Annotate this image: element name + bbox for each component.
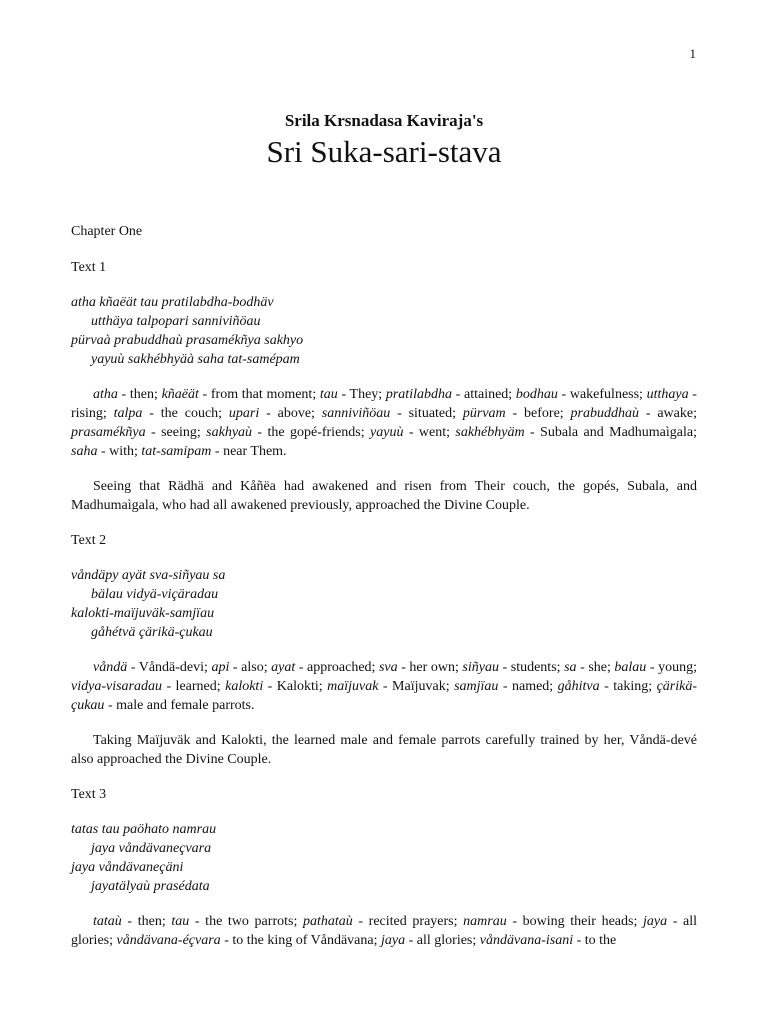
- verse: [71, 566, 697, 642]
- synonym-term: pürvam: [462, 406, 506, 421]
- synonym-term: çärikä-çukau: [71, 679, 698, 713]
- synonym-meaning: - the two parrots;: [189, 914, 303, 929]
- synonym-meaning: - the gopé-friends;: [252, 425, 371, 440]
- verse-line: våndäpy ayät sva-siñyau sa: [71, 568, 226, 583]
- synonym-meaning: - taking;: [599, 679, 657, 694]
- verse-line: gåhétvä çärikä-çukau: [91, 625, 213, 640]
- document-title: Sri Suka-sari-stava: [266, 134, 502, 169]
- synonym-term: saha: [71, 444, 98, 459]
- synonym-term: jaya: [642, 914, 668, 929]
- synonym-meaning: - the couch;: [142, 406, 229, 421]
- synonym-meaning: - seeing;: [145, 425, 207, 440]
- synonym-meaning: - then;: [121, 914, 172, 929]
- synonym-term: våndä: [93, 660, 128, 675]
- synonym-meaning: - went;: [403, 425, 456, 440]
- synonym-meaning: - attained;: [451, 387, 516, 402]
- synonym-term: tau: [171, 914, 190, 929]
- verse-line: yayuù sakhébhyäà saha tat-samépam: [91, 352, 300, 367]
- text-heading: Text 3: [71, 787, 107, 802]
- document-body: [71, 222, 697, 966]
- synonym-term: prasamékñya: [71, 425, 146, 440]
- document-subtitle: Srila Krsnadasa Kaviraja's: [284, 111, 484, 130]
- synonym-term: sa: [564, 660, 577, 675]
- synonym-meaning: - situated;: [390, 406, 463, 421]
- synonym-term: sva: [378, 660, 398, 675]
- synonym-term: våndävana-éçvara: [116, 933, 221, 948]
- synonym-meaning: - Subala and Madhumaìgala;: [524, 425, 697, 440]
- synonym-term: tataù: [93, 914, 122, 929]
- synonym-meaning: - recited prayers;: [352, 914, 464, 929]
- synonym-meaning: - above;: [259, 406, 322, 421]
- synonym-term: sakhébhyäm: [455, 425, 525, 440]
- synonym-term: pratilabdha: [385, 387, 452, 402]
- synonym-meaning: - male and female parrots.: [104, 698, 255, 713]
- synonym-term: samjïau: [454, 679, 499, 694]
- synonym-meaning: - bowing their heads;: [506, 914, 643, 929]
- text-sections: [71, 258, 697, 950]
- synonym-meaning: - wakefulness;: [557, 387, 647, 402]
- text-section: [71, 531, 697, 769]
- synonym-meaning: - to the king of Våndävana;: [220, 933, 381, 948]
- text-section: [71, 785, 697, 950]
- synonym-term: våndävana-isani: [479, 933, 574, 948]
- synonym-term: balau: [614, 660, 647, 675]
- text-section: [71, 258, 697, 515]
- synonym-meaning: - learned;: [161, 679, 226, 694]
- synonym-term: tat-samipam: [141, 444, 212, 459]
- synonym-term: atha: [93, 387, 118, 402]
- verse: [71, 293, 697, 369]
- synonym-term: bodhau: [515, 387, 558, 402]
- synonym-meaning: - all glories;: [71, 914, 698, 948]
- synonym-term: maïjuvak: [327, 679, 379, 694]
- synonym-term: yayuù: [370, 425, 404, 440]
- synonym-meaning: - her own;: [397, 660, 463, 675]
- verse-line: utthäya talpopari sanniviñöau: [91, 314, 261, 329]
- synonym-term: kalokti: [225, 679, 264, 694]
- synonym-term: upari: [228, 406, 260, 421]
- synonym-meaning: - Kalokti;: [263, 679, 328, 694]
- synonym-term: prabuddhaù: [570, 406, 639, 421]
- synonym-term: sanniviñöau: [321, 406, 391, 421]
- synonym-meaning: - she;: [576, 660, 615, 675]
- synonym-term: gåhitva: [557, 679, 600, 694]
- verse: [71, 820, 697, 896]
- synonym-meaning: - before;: [505, 406, 571, 421]
- synonym-meaning: - to the: [573, 933, 617, 948]
- synonym-term: talpa: [113, 406, 143, 421]
- synonym-term: namrau: [463, 914, 507, 929]
- verse-line: pürvaà prabuddhaù prasamékñya sakhyo: [71, 333, 304, 348]
- synonym-meaning: - also;: [229, 660, 272, 675]
- synonym-term: sakhyaù: [206, 425, 253, 440]
- synonym-term: ayat: [271, 660, 296, 675]
- synonym-meaning: - near Them.: [211, 444, 287, 459]
- synonym-meaning: - rising;: [71, 387, 697, 421]
- synonym-meaning: - approached;: [295, 660, 379, 675]
- verse-line: jaya våndävaneçäni: [71, 860, 184, 875]
- verse-line: bälau vidyä-viçäradau: [91, 587, 219, 602]
- synonym-term: siñyau: [462, 660, 499, 675]
- synonyms: [71, 385, 697, 461]
- translation: Taking Maïjuväk and Kalokti, the learned male and female parrots carefully trained by her, Våndä-devé also approached the Divine Couple.: [71, 733, 697, 767]
- synonym-meaning: - Maïjuvak;: [378, 679, 455, 694]
- synonym-meaning: - all glories;: [405, 933, 480, 948]
- text-heading: Text 2: [71, 533, 107, 548]
- synonym-term: pathataù: [302, 914, 353, 929]
- synonym-term: kñaëät: [161, 387, 199, 402]
- synonym-term: tau: [319, 387, 338, 402]
- verse-line: tatas tau paöhato namrau: [71, 822, 217, 837]
- chapter-heading: Chapter One: [71, 224, 143, 239]
- synonym-meaning: - young;: [646, 660, 697, 675]
- translation: Seeing that Rädhä and Kåñëa had awakened and risen from Their couch, the gopés, Subala, and Madhumaìgala, who had all awakened previously, approached the Divine Couple.: [71, 479, 697, 513]
- text-heading: Text 1: [71, 260, 107, 275]
- synonym-meaning: - They;: [337, 387, 386, 402]
- synonym-meaning: - Våndä-devi;: [127, 660, 212, 675]
- verse-line: kalokti-maïjuväk-samjïau: [71, 606, 215, 621]
- synonym-term: api: [211, 660, 230, 675]
- verse-line: jayatälyaù prasédata: [91, 879, 210, 894]
- verse-line: atha kñaëät tau pratilabdha-bodhäv: [71, 295, 274, 310]
- synonym-meaning: - students;: [498, 660, 565, 675]
- synonym-term: jaya: [381, 933, 406, 948]
- synonym-term: vidya-visaradau: [71, 679, 162, 694]
- synonyms: [71, 658, 697, 715]
- verse-line: jaya våndävaneçvara: [91, 841, 212, 856]
- synonym-meaning: - then;: [117, 387, 162, 402]
- synonym-term: utthaya: [646, 387, 689, 402]
- synonym-meaning: - named;: [498, 679, 558, 694]
- page-number: 1: [689, 46, 696, 61]
- synonym-meaning: - with;: [97, 444, 142, 459]
- synonyms: [71, 912, 697, 950]
- synonym-meaning: - from that moment;: [198, 387, 320, 402]
- synonym-meaning: - awake;: [638, 406, 697, 421]
